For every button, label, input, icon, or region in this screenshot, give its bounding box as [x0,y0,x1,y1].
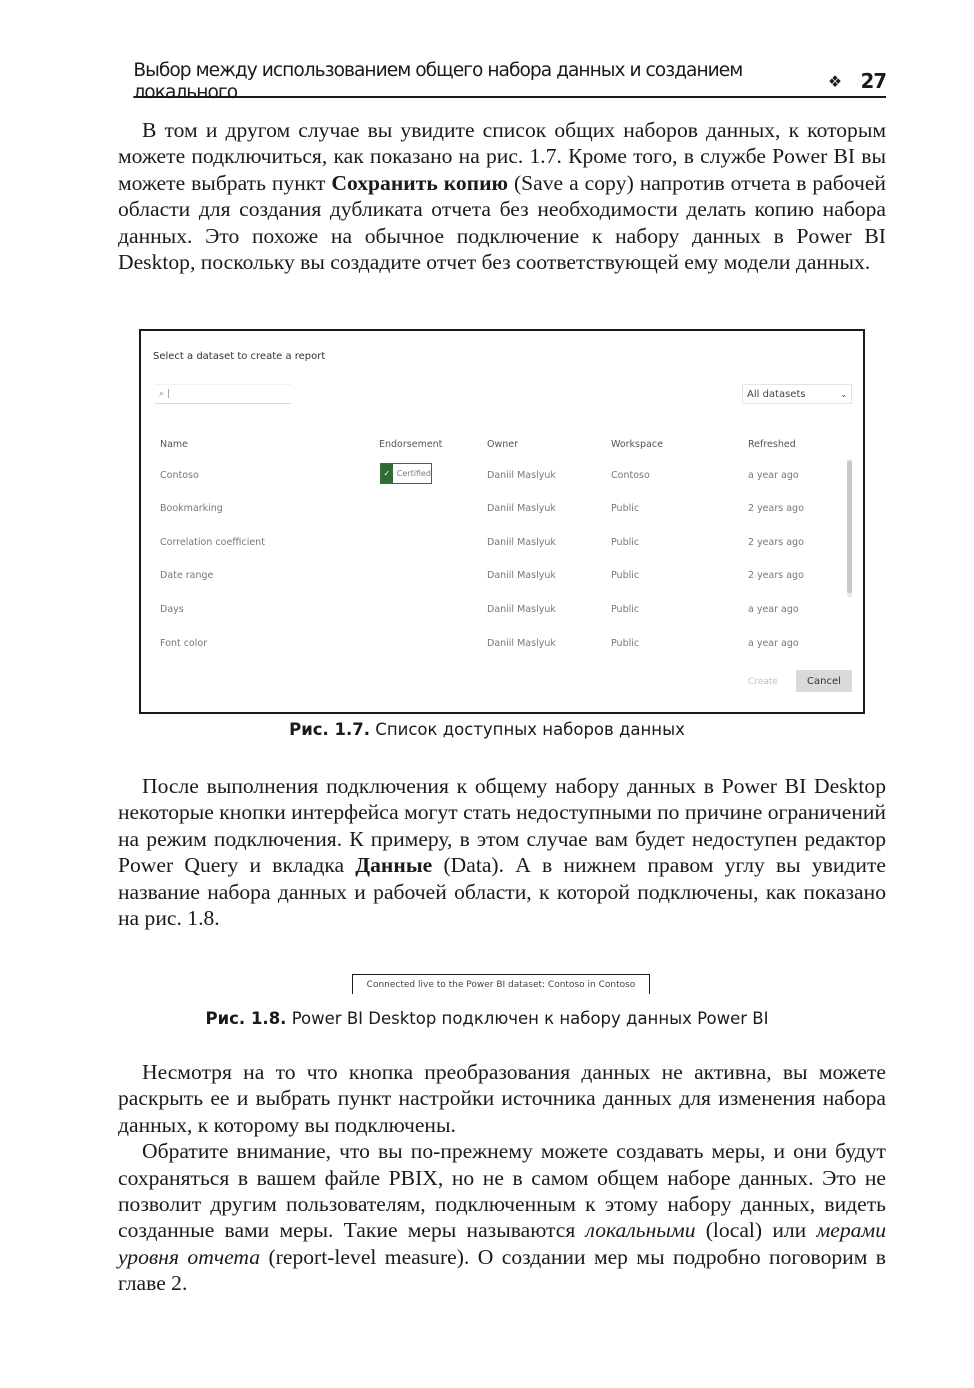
body-paragraph-2 [118,773,886,931]
table-row-owner: Daniil Maslyuk [487,537,556,548]
table-row-refreshed: 2 years ago [748,570,804,581]
column-header-owner[interactable]: Owner [487,439,519,450]
cancel-button[interactable]: Cancel [796,670,852,692]
caption-text: Список доступных наборов данных [370,720,685,739]
text-cursor: | [167,389,171,399]
table-row-refreshed: a year ago [748,604,799,615]
table-row-workspace: Public [611,638,640,649]
certified-icon: ✓ [381,464,393,483]
table-row-name[interactable]: Days [160,604,184,615]
table-row-name[interactable]: Bookmarking [160,503,223,514]
column-header-name[interactable]: Name [160,439,189,450]
dialog-title: Select a dataset to create a report [153,351,326,362]
table-row-name[interactable]: Font color [160,638,208,649]
running-title: Выбор между использованием общего набора данных и созданием локального [133,59,743,103]
bold-term: Сохранить копию [331,170,509,195]
text: (report-level measure). О создании мер мы подробно поговорим в главе 2. [118,1244,886,1296]
table-row-refreshed: 2 years ago [748,503,804,514]
text: В том и другом случае вы увидите список общих наборов данных, к которым можете подключиться, как показано на рис. 1.7. Кроме того, в службе Power BI вы можете выбрать пункт [118,118,886,195]
column-header-refreshed[interactable]: Refreshed [748,439,796,450]
table-row-owner: Daniil Maslyuk [487,638,556,649]
table-row-name[interactable]: Contoso [160,470,199,481]
search-icon: ⌕ [159,389,165,399]
search-input[interactable] [155,384,291,404]
table-row-owner: Daniil Maslyuk [487,604,556,615]
running-header [133,59,886,103]
connection-status-text: Connected live to the Power BI dataset: Contoso in Contoso [366,979,636,990]
table-row-workspace: Contoso [611,470,650,481]
text: (Data). А в нижнем правом углу вы увидите название набора данных и рабочей области, к которой подключены, как показано на рис. 1.8. [118,853,887,931]
table-row-workspace: Public [611,537,640,548]
column-header-endorsement[interactable]: Endorsement [379,439,443,450]
ornament-icon: ❖ [827,71,842,91]
text: (Save a copy) напротив отчета в рабочей области для создания дубликата отчета без необходимости делать копию набора данных. Это похоже на обычное подключение к набору данных в Power BI Desktop, поскольку вы создадите отчет без соответствующей ему модели данных. [118,170,886,275]
text: (local) или [695,1218,817,1243]
scrollbar-thumb[interactable] [847,461,852,593]
table-row-refreshed: 2 years ago [748,537,804,548]
figure-caption-1-8 [0,1009,974,1028]
text: Обратите внимание, что вы по-прежнему можете создавать меры, и они будут сохраняться в вашем файле PBIX, но не в самом общем наборе данных. Это не позволит другим пользователям, подключенным к этому набору данных, видеть созданные вами меры. Такие меры называются [118,1139,886,1243]
table-row-refreshed: a year ago [748,470,799,481]
dataset-filter-select[interactable] [742,384,852,404]
table-row-owner: Daniil Maslyuk [487,503,556,514]
table-row-owner: Daniil Maslyuk [487,570,556,581]
table-row-workspace: Public [611,604,640,615]
body-paragraph-3 [118,1059,886,1297]
bold-term: Данные [355,853,433,878]
table-row-refreshed: a year ago [748,638,799,649]
page-number: 27 [860,69,886,93]
filter-selected: All datasets [747,388,806,400]
table-row-workspace: Public [611,570,640,581]
figure-connection-status [352,974,650,994]
table-row-name[interactable]: Correlation coefficient [160,537,265,548]
table-row-workspace: Public [611,503,640,514]
figure-caption-1-7 [0,720,974,739]
italic-term: локальными [585,1218,696,1243]
table-row-name[interactable]: Date range [160,570,214,581]
text: После выполнения подключения к общему набору данных в Power BI Desktop некоторые кнопки интерфейса могут стать недоступными по причине ограничений на режим подключения. К примеру, в этом случае вам будет недоступен редактор Power Query и вкладка [118,774,886,878]
body-paragraph-1 [118,117,886,275]
italic-term: мерами уровня отчета [118,1218,886,1269]
table-row-owner: Daniil Maslyuk [487,470,556,481]
text: Несмотря на то что кнопка преобразования данных не активна, вы можете раскрыть ее и выбрать пункт настройки источника данных для изменения набора данных, к которому вы подключены. [118,1060,886,1137]
create-button[interactable]: Create [748,677,778,687]
figure-dataset-dialog [139,329,865,714]
caption-label: Рис. 1.7. [289,720,371,739]
caption-label: Рис. 1.8. [205,1009,287,1028]
badge-label: Certified [396,469,431,478]
column-header-workspace[interactable]: Workspace [611,439,663,450]
certified-badge [380,463,432,484]
caption-text: Power BI Desktop подключен к набору данных Power BI [286,1009,769,1028]
chevron-down-icon: ⌄ [840,389,847,399]
